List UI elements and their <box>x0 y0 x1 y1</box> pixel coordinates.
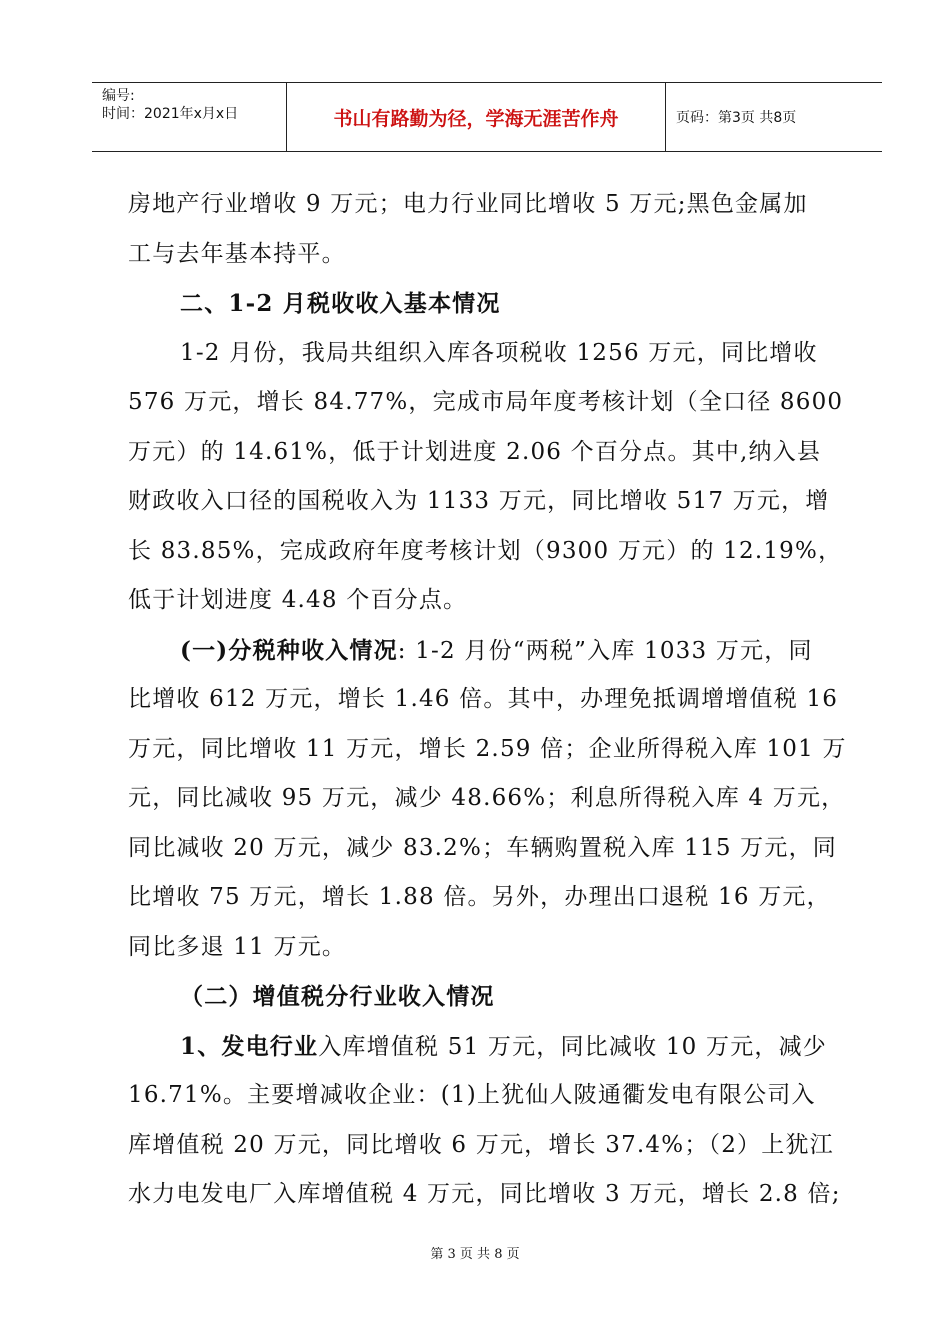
document-header <box>92 82 882 152</box>
header-page-label: 页码：第3页 共8页 <box>676 110 797 126</box>
time-label: 时间：2021年x月x日 <box>102 106 239 122</box>
section-heading: 二、1-2 月税收收入基本情况 <box>180 290 501 317</box>
text-line: 工与去年基本持平。 <box>128 240 346 267</box>
text-line: 比增收 75 万元，增长 1.88 倍。另外，办理出口退税 16 万元， <box>128 884 831 910</box>
subsection-title: 1、发电行业 <box>180 1032 319 1060</box>
text-line: 元，同比减收 95 万元，减少 48.66%；利息所得税入库 4 万元， <box>128 785 846 811</box>
text-span: : 1-2 月份“两税”入库 1033 万元，同 <box>397 637 813 664</box>
number-label: 编号: <box>102 88 135 104</box>
text-line <box>128 1022 848 1072</box>
text-line: 1-2 月份，我局共组织入库各项税收 1256 万元，同比增收 <box>180 339 818 366</box>
text-line: 同比减收 20 万元，减少 83.2%；车辆购置税入库 115 万元，同 <box>128 834 837 861</box>
text-line: 库增值税 20 万元，同比增收 6 万元，增长 37.4%；（2）上犹江 <box>128 1131 834 1158</box>
document-body <box>128 180 848 1220</box>
text-line: 万元）的 14.61%，低于计划进度 2.06 个百分点。其中,纳入县 <box>128 438 822 465</box>
text-line: 万元，同比增收 11 万元，增长 2.59 倍；企业所得税入库 101 万 <box>128 735 847 762</box>
text-line: 16.71%。主要增减收企业：(1)上犹仙人陂通衢发电有限公司入 <box>128 1082 816 1108</box>
text-line: 576 万元，增长 84.77%，完成市局年度考核计划（全口径 8600 <box>128 389 844 415</box>
section-heading: （二）增值税分行业收入情况 <box>180 983 495 1010</box>
page-footer: 第 3 页 共 8 页 <box>430 1247 520 1262</box>
subsection-title: (一)分税种收入情况 <box>180 636 398 664</box>
text-span: 入库增值税 51 万元，同比减收 10 万元，减少 <box>318 1033 827 1060</box>
text-line: 低于计划进度 4.48 个百分点。 <box>128 587 468 613</box>
header-meta-cell <box>92 83 286 151</box>
text-line: 比增收 612 万元，增长 1.46 倍。其中，办理免抵调增增值税 16 <box>128 686 839 712</box>
text-line <box>128 626 848 676</box>
text-line: 水力电发电厂入库增值税 4 万元，同比增收 3 万元，增长 2.8 倍; <box>128 1181 841 1207</box>
text-line: 财政收入口径的国税收入为 1133 万元，同比增收 517 万元，增 <box>128 488 830 514</box>
text-line: 长 83.85%，完成政府年度考核计划（9300 万元）的 12.19%， <box>128 537 843 564</box>
header-motto: 书山有路勤为径，学海无涯苦作舟 <box>333 107 619 130</box>
text-line: 房地产行业增收 9 万元；电力行业同比增收 5 万元;黑色金属加 <box>128 191 808 217</box>
text-line: 同比多退 11 万元。 <box>128 933 347 960</box>
